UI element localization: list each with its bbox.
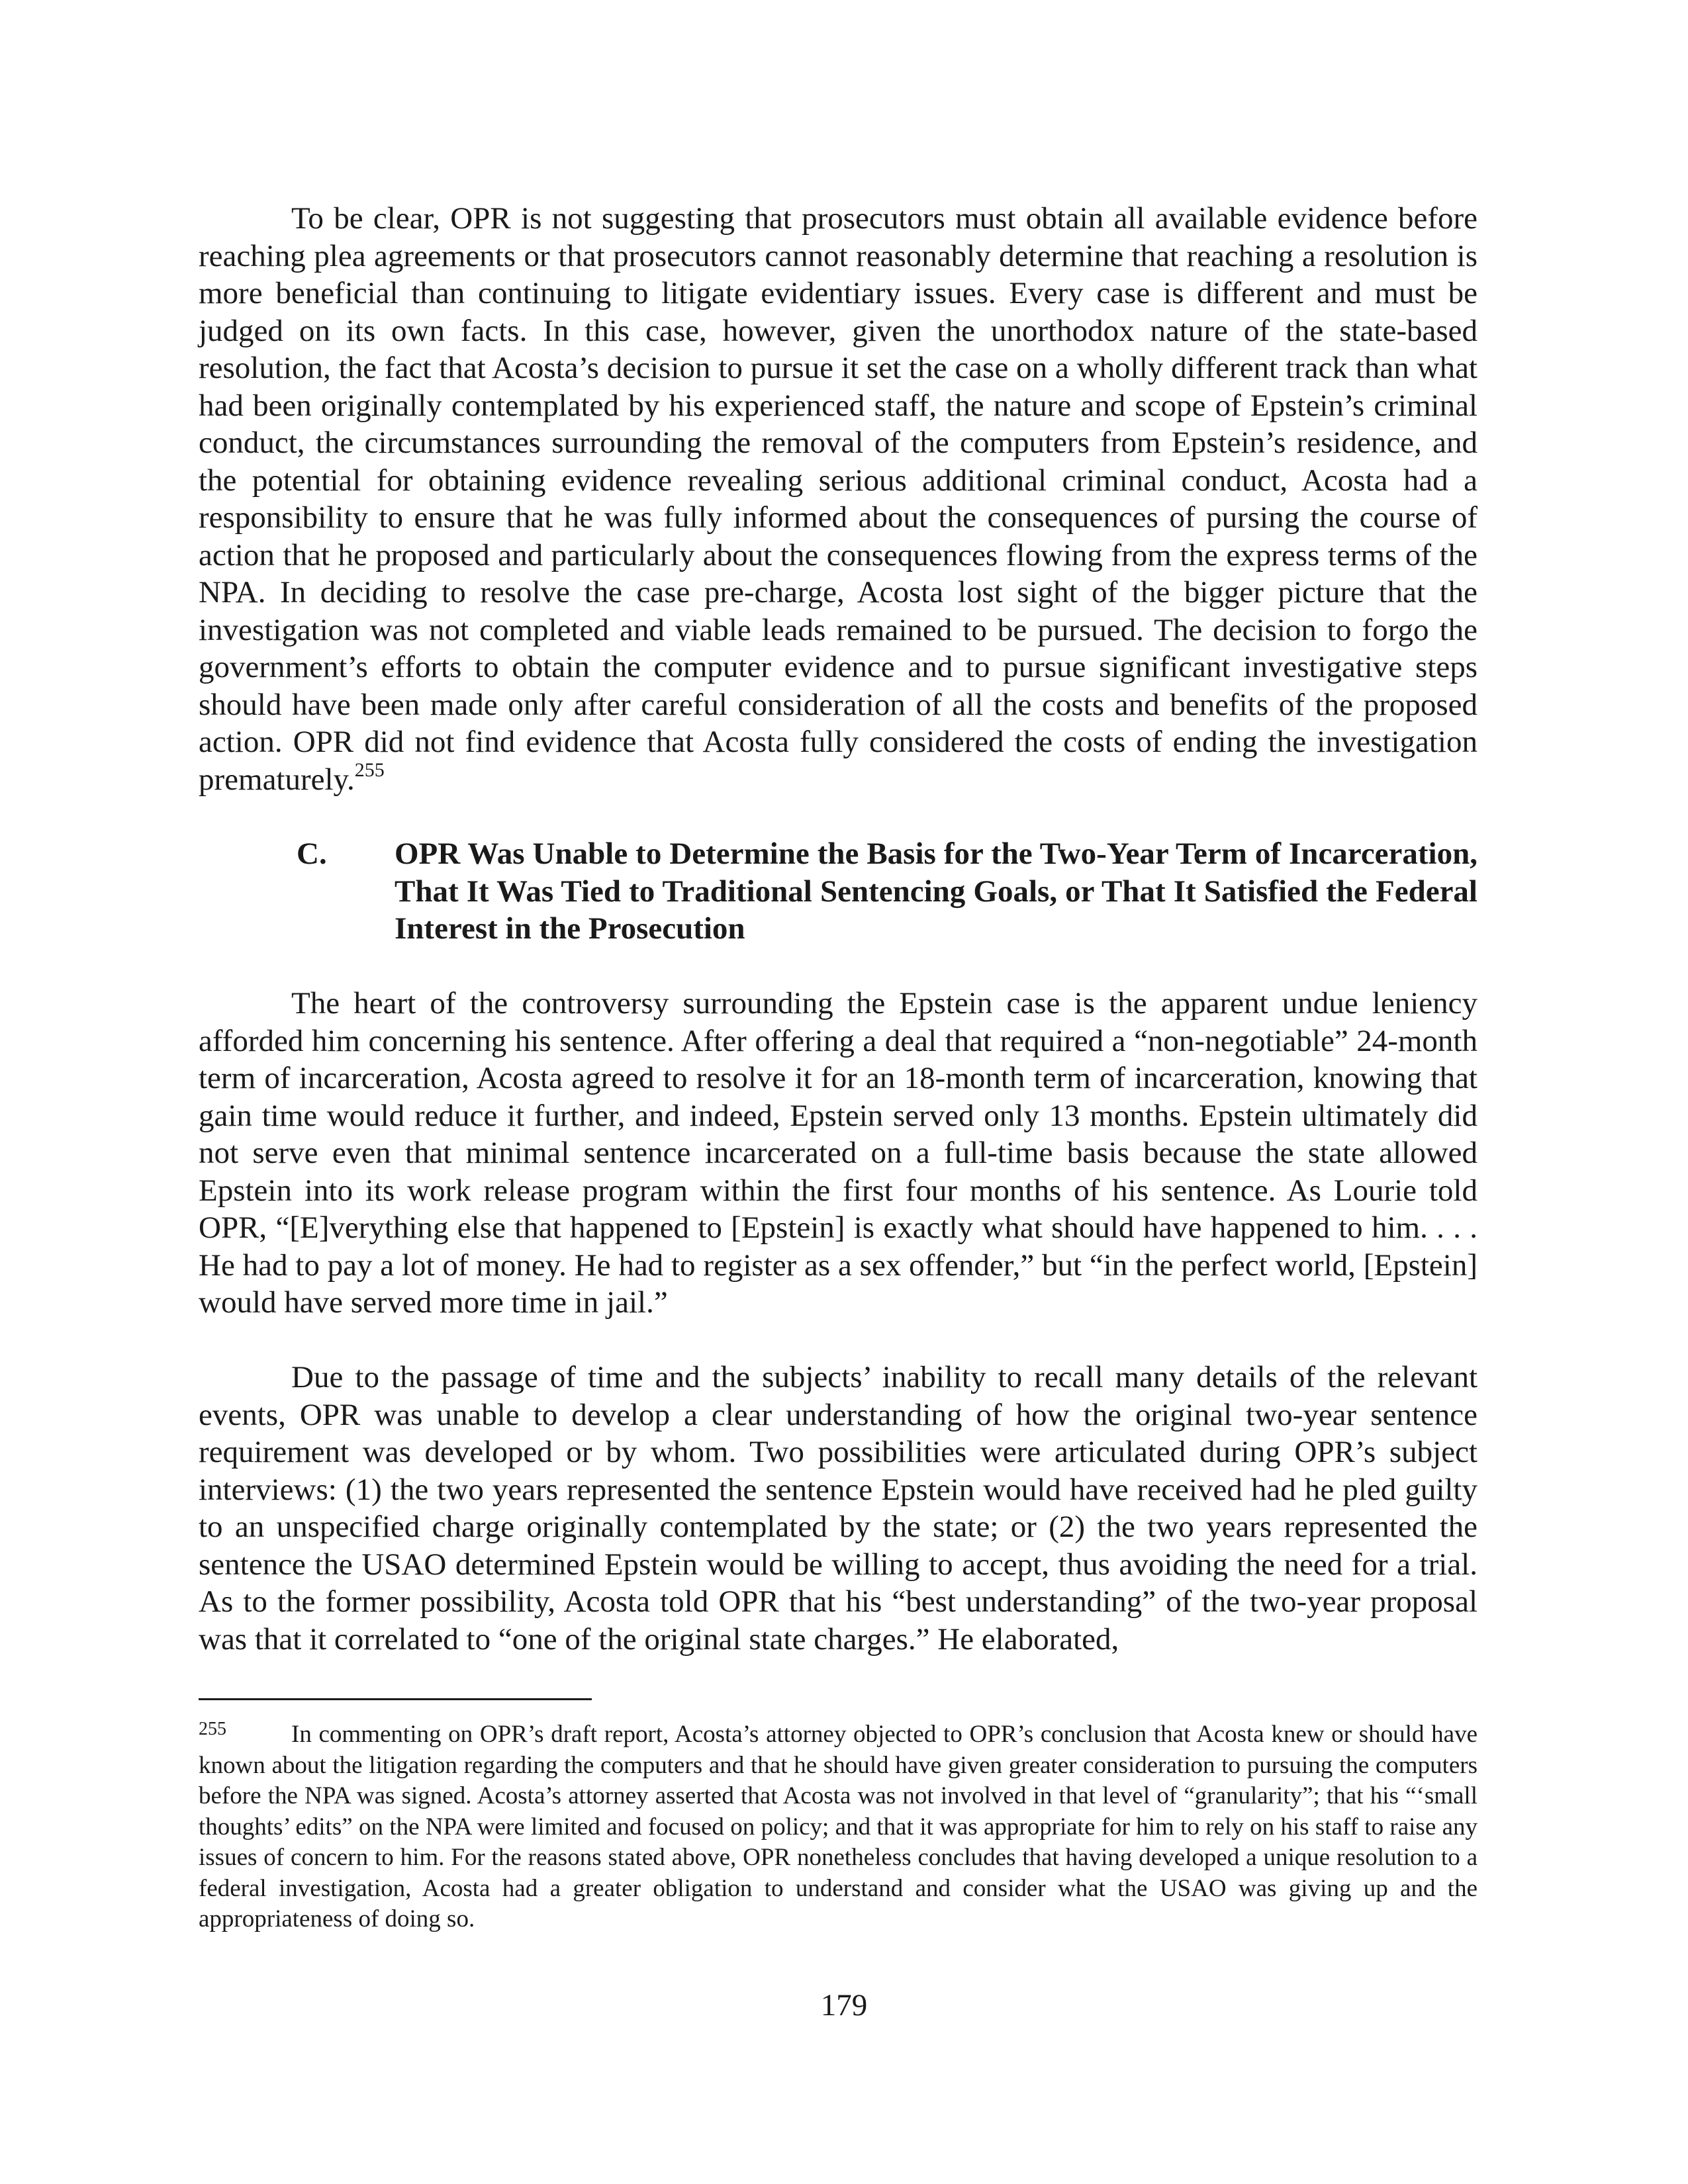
body-paragraph-2: The heart of the controversy surrounding the Epstein case is the apparent undue leniency afforded him concerning his sentence. After offering a deal that required a “non-negotiable” 24-month term of incarceration, Acosta agreed to resolve it for an 18-month term of incarceration, knowing that gain time would reduce it further, and indeed, Epstein served only 13 months. Epstein ultimately did not serve even that minimal sentence incarcerated on a full-time basis because the state allowed Epstein into its work release program within the first four months of his sentence. As Lourie told OPR, “[E]verything else that happened to [Epstein] is exactly what should have happened to him. . . . He had to pay a lot of money. He had to register as a sex offender,” but “in the perfect world, [Epstein] would have served more time in jail.” (199, 986, 1477, 1320)
section-heading-letter: C. (297, 837, 327, 871)
footnote-number: 255 (199, 1719, 226, 1739)
body-paragraph-1 (199, 200, 1477, 798)
footnote-text: In commenting on OPR’s draft report, Acosta’s attorney objected to OPR’s conclusion that Acosta knew or should have known about the litigation regarding the computers and that he should have given greater consideration to pursuing the computers before the NPA was signed. Acosta’s attorney asserted that Acosta was not involved in that level of “granularity”; that his “‘small thoughts’ edits” on the NPA were limited and focused on policy; and that it was appropriate for him to rely on his staff to raise any issues of concern to him. For the reasons stated above, OPR nonetheless concludes that having developed a unique resolution to a federal investigation, Acosta had a greater obligation to understand and consider what the USAO was giving up and the appropriateness of doing so. (199, 1721, 1477, 1933)
footnote-separator (199, 1698, 592, 1700)
footnote-255 (199, 1719, 1477, 1935)
section-heading-text: OPR Was Unable to Determine the Basis for the Two-Year Term of Incarceration, That It Was Tied to Traditional Sentencing Goals, or That It Satisfied the Federal Interest in the Prosecution (395, 837, 1477, 946)
body-paragraph-3: Due to the passage of time and the subjects’ inability to recall many details of the relevant events, OPR was unable to develop a clear understanding of how the original two-year sentence requirement was developed or by whom. Two possibilities were articulated during OPR’s subject interviews: (1) the two years represented the sentence Epstein would have received had he pled guilty to an unspecified charge originally contemplated by the state; or (2) the two years represented the sentence the USAO determined Epstein would be willing to accept, thus avoiding the need for a trial. As to the former possibility, Acosta told OPR that his “best understanding” of the two-year proposal was that it correlated to “one of the original state charges.” He elaborated, (199, 1360, 1477, 1657)
page-number: 179 (820, 1988, 868, 2023)
footnote-reference-255: 255 (354, 758, 385, 781)
paragraph-1-text: To be clear, OPR is not suggesting that prosecutors must obtain all available evidence before reaching plea agreements or that prosecutors cannot reasonably determine that reaching a resolution is more beneficial than continuing to litigate evidentiary issues. Every case is different and must be judged on its own facts. In this case, however, given the unorthodox nature of the state-based resolution, the fact that Acosta’s decision to pursue it set the case on a wholly different track than what had been originally contemplated by his experienced staff, the nature and scope of Epstein’s criminal conduct, the circumstances surrounding the removal of the computers from Epstein’s residence, and the potential for obtaining evidence revealing serious additional criminal conduct, Acosta had a responsibility to ensure that he was fully informed about the consequences of pursing the course of action that he proposed and particularly about the consequences flowing from the express terms of the NPA. In deciding to resolve the case pre-charge, Acosta lost sight of the bigger picture that the investigation was not completed and viable leads remained to be pursued. The decision to forgo the government’s efforts to obtain the computer evidence and to pursue significant investigative steps should have been made only after careful consideration of all the costs and benefits of the proposed action. OPR did not find evidence that Acosta fully considered the costs of ending the investigation prematurely. (199, 201, 1477, 797)
